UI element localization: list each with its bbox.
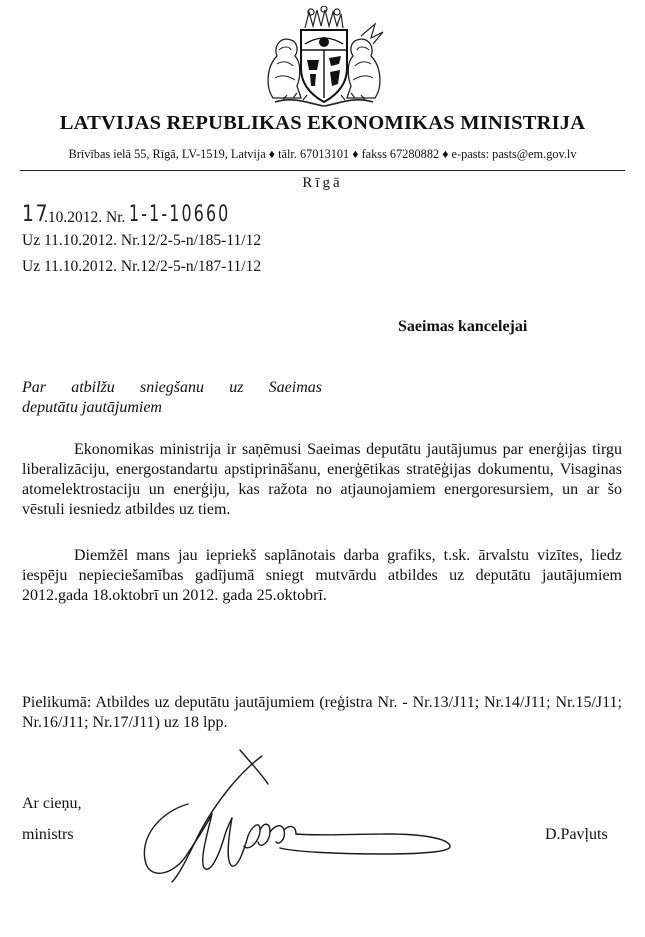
subject-word: Saeimas <box>268 379 322 396</box>
ministry-name: LATVIJAS REPUBLIKAS EKONOMIKAS MINISTRIJA <box>59 112 586 134</box>
subject-line-1 <box>22 379 322 397</box>
subject-line-2: deputātu jautājumiem <box>22 399 162 416</box>
coat-of-arms-emblem <box>255 6 393 108</box>
date-rest: .10.2012. Nr. <box>44 209 126 226</box>
body-paragraph-1: Ekonomikas ministrija ir saņēmusi Saeimas deputātu jautājumus par enerģijas tirgu liberalizāciju, energostandartu apstiprināšanu, enerģētikas stratēģijas dokumentu, Visaginas atomelektrostaciju un enerģiju, kas ražota no atjaunojamiem energoresursiem, un ar šo vēstuli iesniedz atbildes uz tiem. <box>22 441 622 518</box>
signer-position: ministrs <box>22 826 74 843</box>
contact-line: Brīvības ielā 55, Rīgā, LV-1519, Latvija ♦ tālr. 67013101 ♦ fakss 67280882 ♦ e-pasts: pasts@em.gov.lv <box>68 147 577 161</box>
attachment-note: Pielikumā: Atbildes uz deputātu jautājumiem (reģistra Nr. - Nr.13/J11; Nr.14/J11; Nr.15/J11; Nr.16/J11; Nr.17/J11) uz 18 lpp. <box>22 694 622 731</box>
letter-date-number <box>22 202 270 227</box>
body-paragraph-2: Diemžēl mans jau iepriekš saplānotais darba grafiks, t.sk. ārvalstu vizītes, liedz iespēju nepieciešamības gadījumā sniegt mutvārdu atbildes uz deputātu jautājumiem 2012.gada 18.oktobrī un 2012. gada 25.oktobrī. <box>22 547 622 604</box>
handwritten-signature <box>120 742 520 892</box>
signer-name: D.Pavļuts <box>545 826 608 843</box>
subject-word: uz <box>229 379 244 396</box>
header-divider <box>20 170 625 171</box>
subject-word: Par <box>22 379 46 396</box>
reply-reference-1: Uz 11.10.2012. Nr.12/2-5-n/185-11/12 <box>22 232 262 249</box>
subject-word: sniegšanu <box>140 379 204 396</box>
addressee: Saeimas kancelejai <box>398 318 528 335</box>
closing-salutation: Ar cieņu, <box>22 795 82 812</box>
reply-reference-2: Uz 11.10.2012. Nr.12/2-5-n/187-11/12 <box>22 258 262 275</box>
subject-word: atbilžu <box>71 379 115 396</box>
handwritten-number: 1-1-10660 <box>129 202 231 227</box>
handwritten-day: 17 <box>22 202 50 227</box>
city-name: Rīgā <box>302 175 343 191</box>
